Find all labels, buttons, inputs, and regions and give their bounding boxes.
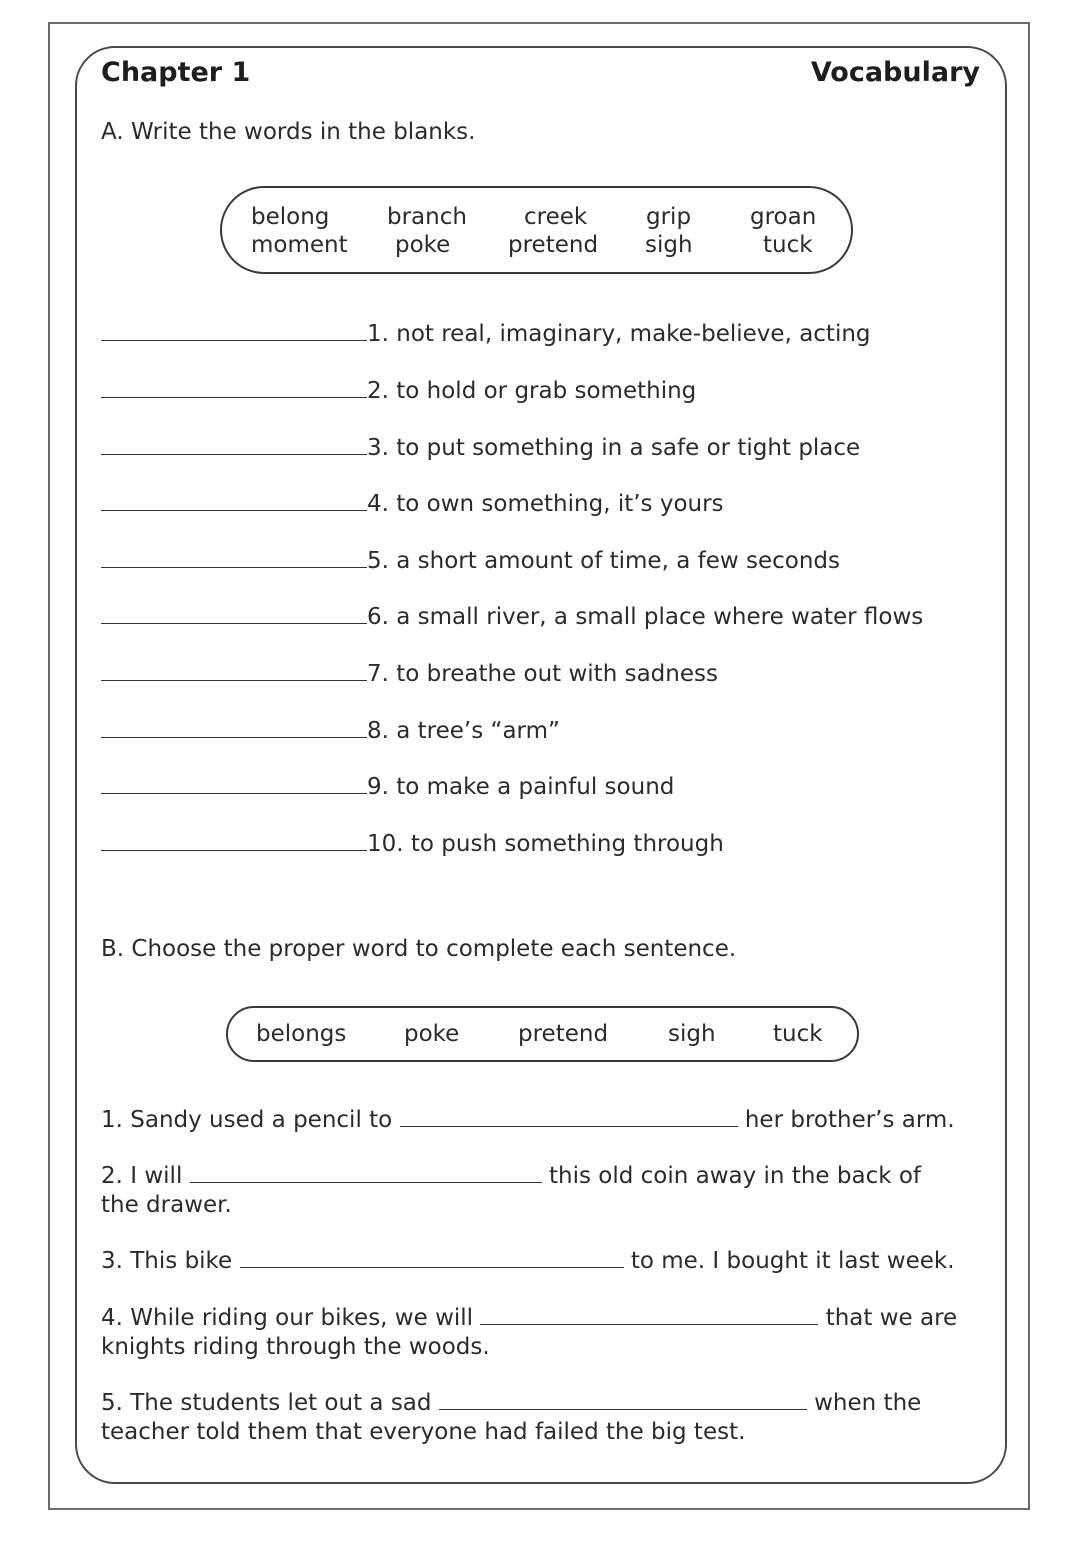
sentence-item [101, 1389, 981, 1447]
answer-blank[interactable] [480, 1304, 818, 1325]
worksheet-title: Vocabulary [810, 57, 980, 88]
sentence-text: knights riding through the woods. [101, 1334, 490, 1360]
section-b-heading: B. Choose the proper word to complete each sentence. [101, 936, 737, 962]
sentence-text: 2. I will [101, 1163, 183, 1189]
definition-row [101, 488, 724, 517]
definition-text: 10. to push something through [367, 831, 724, 857]
sentence-text: this old coin away in the back of [548, 1163, 922, 1189]
sentence-text: 5. The students let out a sad [101, 1390, 432, 1416]
answer-blank[interactable] [101, 488, 367, 511]
definition-text: 3. to put something in a safe or tight place [367, 435, 861, 461]
sentence-item [101, 1247, 981, 1276]
word-bank-a-word: groan [750, 204, 817, 230]
definition-text: 7. to breathe out with sadness [367, 661, 718, 687]
word-bank-a-word: belong [251, 204, 330, 230]
word-bank-b-word: poke [404, 1021, 460, 1047]
answer-blank[interactable] [101, 658, 367, 681]
definition-text: 9. to make a painful sound [367, 774, 675, 800]
answer-blank[interactable] [101, 601, 367, 624]
word-bank-b-word: belongs [256, 1021, 347, 1047]
answer-blank[interactable] [101, 771, 367, 794]
word-bank-b-word: sigh [668, 1021, 716, 1047]
word-bank-b-word: tuck [773, 1021, 823, 1047]
answer-blank[interactable] [101, 318, 367, 341]
definition-text: 2. to hold or grab something [367, 378, 697, 404]
sentence-text: her brother’s arm. [744, 1107, 955, 1133]
word-bank-a-word: branch [387, 204, 467, 230]
definition-text: 6. a small river, a small place where water flows [367, 604, 924, 630]
definition-row [101, 601, 923, 630]
definition-text: 4. to own something, it’s yours [367, 491, 724, 517]
sentence-text: that we are [825, 1305, 958, 1331]
section-a-heading: A. Write the words in the blanks. [101, 119, 476, 145]
word-bank-a-word: tuck [763, 232, 813, 258]
definition-text: 1. not real, imaginary, make-believe, acting [367, 321, 871, 347]
word-bank-a-word: sigh [645, 232, 693, 258]
word-bank-a [220, 186, 853, 274]
sentence-item [101, 1304, 981, 1362]
sentence-text: 1. Sandy used a pencil to [101, 1107, 393, 1133]
answer-blank[interactable] [101, 545, 367, 568]
sentence-item [101, 1162, 981, 1220]
sentence-text: to me. I bought it last week. [630, 1248, 955, 1274]
answer-blank[interactable] [240, 1247, 624, 1268]
answer-blank[interactable] [101, 432, 367, 455]
sentence-text: teacher told them that everyone had failed the big test. [101, 1419, 746, 1445]
definition-row [101, 318, 871, 347]
sentence-item [101, 1106, 981, 1135]
sentence-text: when the [814, 1390, 922, 1416]
sentence-text: 4. While riding our bikes, we will [101, 1305, 474, 1331]
definition-row [101, 375, 696, 404]
answer-blank[interactable] [101, 375, 367, 398]
sentence-text: the drawer. [101, 1192, 232, 1218]
definition-row [101, 771, 674, 800]
definition-row [101, 658, 718, 687]
answer-blank[interactable] [101, 828, 367, 851]
word-bank-a-word: poke [395, 232, 451, 258]
definition-row [101, 545, 840, 574]
answer-blank[interactable] [400, 1106, 738, 1127]
definition-text: 8. a tree’s “arm” [367, 718, 560, 744]
word-bank-a-word: pretend [508, 232, 599, 258]
word-bank-a-word: creek [524, 204, 588, 230]
word-bank-b-word: pretend [518, 1021, 609, 1047]
sentence-text: 3. This bike [101, 1248, 233, 1274]
word-bank-a-word: grip [646, 204, 692, 230]
answer-blank[interactable] [190, 1162, 542, 1183]
definition-row [101, 828, 724, 857]
answer-blank[interactable] [101, 715, 367, 738]
chapter-title: Chapter 1 [101, 57, 251, 88]
definition-row [101, 715, 560, 744]
definition-text: 5. a short amount of time, a few seconds [367, 548, 840, 574]
answer-blank[interactable] [439, 1389, 807, 1410]
definition-row [101, 432, 860, 461]
word-bank-a-word: moment [251, 232, 348, 258]
